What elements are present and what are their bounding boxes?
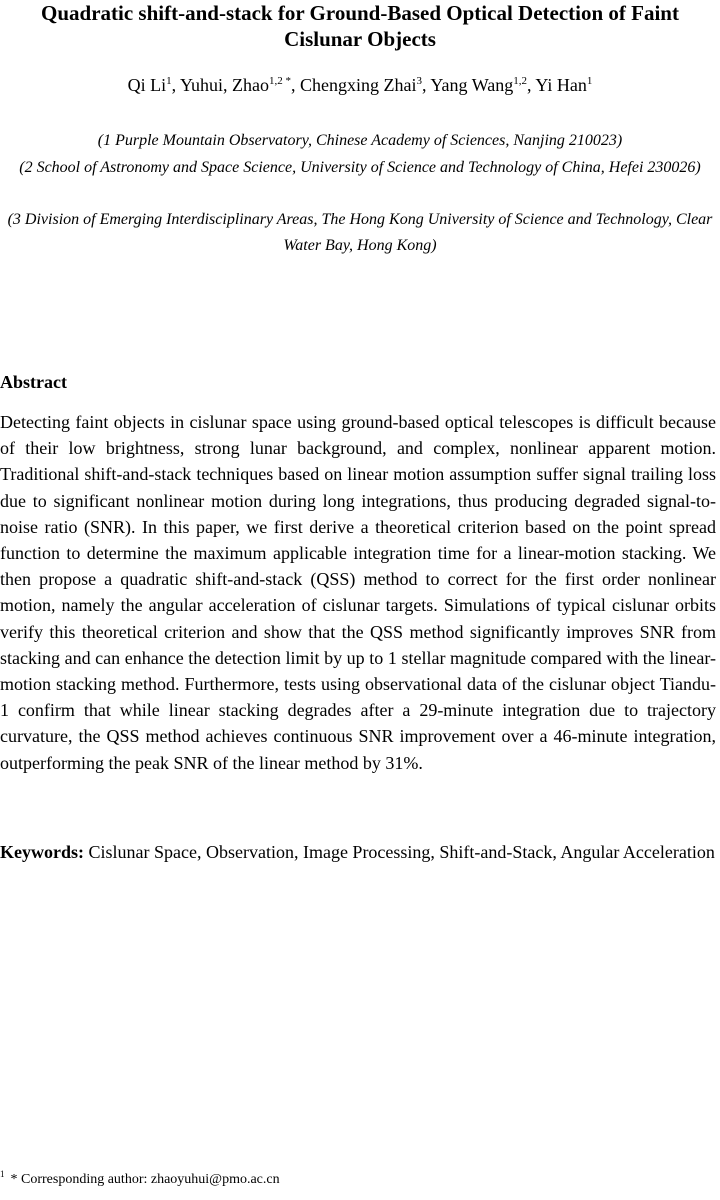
author-name: Yang Wang: [430, 75, 514, 95]
author-affiliation-marker: 3: [416, 75, 422, 87]
abstract-heading: Abstract: [0, 372, 67, 392]
author-affiliation-marker: 1,2: [513, 75, 527, 87]
affiliation-1: (1 Purple Mountain Observatory, Chinese Academy of Sciences, Nanjing 210023): [97, 132, 623, 149]
author-name: Yi Han: [535, 75, 587, 95]
affiliation-2: (2 School of Astronomy and Space Science, University of Science and Technology of China, Hefei 230026): [19, 159, 701, 176]
author-affiliation-marker: 1: [166, 75, 172, 87]
author-separator: ,: [421, 75, 431, 95]
author-affiliation-marker: 1: [586, 75, 593, 87]
affiliation-3: (3 Division of Emerging Interdisciplinary Areas, The Hong Kong University of Science and Technology, Clear Water Bay, Hong Kong): [7, 211, 713, 254]
author-name: Qi Li: [127, 75, 167, 95]
abstract-text: Detecting faint objects in cislunar space using ground-based optical telescopes is difficult because of their low brightness, strong lunar background, and complex, nonlinear apparent motion. Traditional shift-and-stack techniques based on linear motion assumption suffer signal trailing loss due to significant nonlinear motion during long integrations, thus producing degraded signal-to-noise ratio (SNR). In this paper, we first derive a theoretical criterion based on the point spread function to determine the maximum applicable integration time for a linear-motion stacking. We then propose a quadratic shift-and-stack (QSS) method to correct for the first order nonlinear motion, namely the angular acceleration of cislunar targets. Simulations of typical cislunar orbits verify this theoretical criterion and show that the QSS method significantly improves SNR from stacking and can enhance the detection limit by up to 1 stellar magnitude compared with the linear-motion stacking method. Furthermore, tests using observational data of the cislunar object Tiandu-1 confirm that while linear stacking degrades after a 29-minute integration due to trajectory curvature, the QSS method achieves continuous SNR improvement over a 46-minute integration, outperforming the peak SNR of the linear method by 31%.: [0, 412, 716, 773]
keywords-text: Cislunar Space, Observation, Image Processing, Shift-and-Stack, Angular Acceleration: [88, 842, 715, 862]
author-separator: ,: [171, 75, 180, 95]
footnote-marker: 1: [0, 1169, 5, 1179]
author-separator: ,: [291, 75, 300, 95]
corresponding-author-note: * Corresponding author: zhaoyuhui@pmo.ac.cn: [10, 1172, 280, 1187]
paper-title: Quadratic shift-and-stack for Ground-Based Optical Detection of Faint Cislunar Objects: [41, 1, 679, 51]
keywords: [0, 839, 716, 865]
author-name: Chengxing Zhai: [300, 75, 417, 95]
footnote: [0, 1170, 280, 1190]
keywords-label: Keywords:: [0, 842, 84, 862]
author-affiliation-marker: 1,2 *: [269, 75, 291, 87]
author-name: Yuhui, Zhao: [180, 75, 269, 95]
author-list: [0, 73, 720, 97]
author-separator: ,: [526, 75, 536, 95]
